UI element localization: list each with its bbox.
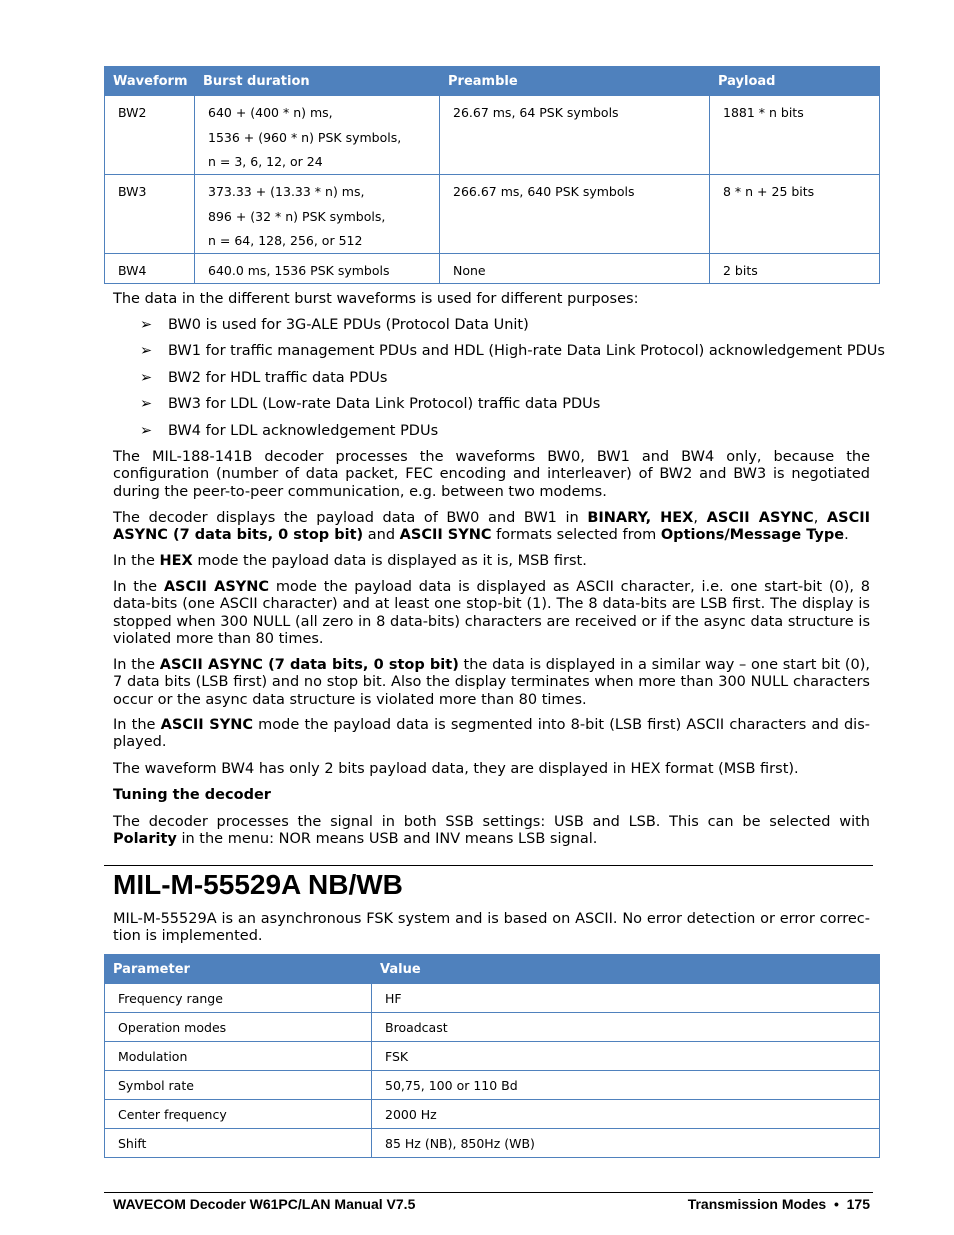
parameter-table <box>104 954 880 1158</box>
waveform-cell: BW4 <box>105 254 195 284</box>
list-item: ➢ BW0 is used for 3G-ALE PDUs (Protocol Data Unit) <box>140 317 529 333</box>
section-title: MIL-M-55529A NB/WB <box>113 869 403 900</box>
hex-mode-paragraph: In the HEX mode the payload data is displayed as it is, MSB first. <box>113 553 587 569</box>
arrow-bullet-icon: ➢ <box>140 370 153 386</box>
table-header-row <box>105 955 880 984</box>
bw4-paragraph: The waveform BW4 has only 2 bits payload data, they are displayed in HEX format (MSB first). <box>113 761 799 777</box>
table-header-row <box>105 67 880 96</box>
ascii-sync-paragraph: In the ASCII SYNC mode the payload data is segmented into 8-bit (LSB first) ASCII characters and dis-played. <box>113 717 870 751</box>
section-intro: MIL-M-55529A is an asynchronous FSK system and is based on ASCII. No error detection or error correc-tion is implemented. <box>113 911 870 945</box>
burst-duration-cell: 373.33 + (13.33 * n) ms, 896 + (32 * n) PSK symbols, n = 64, 128, 256, or 512 <box>195 175 440 254</box>
table-row <box>105 254 880 284</box>
table-row <box>105 1129 880 1158</box>
parameter-cell: Operation modes <box>105 1013 372 1042</box>
table-row <box>105 1013 880 1042</box>
preamble-cell: None <box>440 254 710 284</box>
footer-divider <box>104 1192 873 1193</box>
tuning-heading: Tuning the decoder <box>113 787 271 803</box>
table-row <box>105 96 880 175</box>
arrow-bullet-icon: ➢ <box>140 317 153 333</box>
footer-manual-title: WAVECOM Decoder W61PC/LAN Manual V7.5 <box>113 1196 416 1212</box>
table-row <box>105 1042 880 1071</box>
value-cell: 50,75, 100 or 110 Bd <box>372 1071 880 1100</box>
value-cell: FSK <box>372 1042 880 1071</box>
parameter-cell: Modulation <box>105 1042 372 1071</box>
ascii-async-paragraph: In the ASCII ASYNC mode the payload data is displayed as ASCII character, i.e. one start-bit (0), 8 data-bits (one ASCII character) and at least one stop-bit (1). The 8 data-bits are LSB first. The display is stopped when 300 NULL (all zero in 8 data-bits) characters are received or if the async data structure is violated more than 80 times. <box>113 579 870 647</box>
arrow-bullet-icon: ➢ <box>140 423 153 439</box>
arrow-bullet-icon: ➢ <box>140 396 153 412</box>
mil188-paragraph: The MIL-188-141B decoder processes the waveforms BW0, BW1 and BW4 only, because the configuration (number of data packet, FEC encoding and interleaver) of BW2 and BW3 is negotiated during the peer-to-peer communication, e.g. between two modems. <box>113 449 870 500</box>
table-row <box>105 1100 880 1129</box>
payload-cell: 8 * n + 25 bits <box>710 175 880 254</box>
column-header: Payload <box>710 67 880 96</box>
burst-waveform-table <box>104 66 880 284</box>
list-item: ➢ BW1 for traffic management PDUs and HDL (High-rate Data Link Protocol) acknowledgement PDUs <box>140 343 885 359</box>
table-row <box>105 1071 880 1100</box>
parameter-cell: Shift <box>105 1129 372 1158</box>
table-row <box>105 175 880 254</box>
list-item: ➢ BW4 for LDL acknowledgement PDUs <box>140 423 439 439</box>
column-header: Value <box>372 955 880 984</box>
payload-cell: 2 bits <box>710 254 880 284</box>
value-cell: 85 Hz (NB), 850Hz (WB) <box>372 1129 880 1158</box>
ascii-async-7bit-paragraph: In the ASCII ASYNC (7 data bits, 0 stop bit) the data is displayed in a similar way – one start bit (0), 7 data bits (LSB first) and no stop bit. Also the display terminates when more than 300 NULL characters occur or the async data structure is violated more than 80 times. <box>113 657 871 708</box>
preamble-cell: 26.67 ms, 64 PSK symbols <box>440 96 710 175</box>
parameter-cell: Frequency range <box>105 984 372 1013</box>
preamble-cell: 266.67 ms, 640 PSK symbols <box>440 175 710 254</box>
tuning-paragraph: The decoder processes the signal in both SSB settings: USB and LSB. This can be selected with Polarity in the menu: NOR means USB and INV means LSB signal. <box>113 814 870 848</box>
table-row <box>105 984 880 1013</box>
section-divider <box>104 865 873 866</box>
parameter-cell: Center frequency <box>105 1100 372 1129</box>
intro-paragraph: The data in the different burst waveforms is used for different purposes: <box>113 291 639 307</box>
value-cell: HF <box>372 984 880 1013</box>
footer-bullet: • <box>833 1196 839 1212</box>
value-cell: Broadcast <box>372 1013 880 1042</box>
column-header: Parameter <box>105 955 372 984</box>
waveform-cell: BW3 <box>105 175 195 254</box>
list-item: ➢ BW2 for HDL traffic data PDUs <box>140 370 388 386</box>
arrow-bullet-icon: ➢ <box>140 343 153 359</box>
column-header: Burst duration <box>195 67 440 96</box>
column-header: Preamble <box>440 67 710 96</box>
parameter-cell: Symbol rate <box>105 1071 372 1100</box>
list-item: ➢ BW3 for LDL (Low-rate Data Link Protocol) traffic data PDUs <box>140 396 601 412</box>
burst-duration-cell: 640.0 ms, 1536 PSK symbols <box>195 254 440 284</box>
burst-duration-cell: 640 + (400 * n) ms, 1536 + (960 * n) PSK symbols, n = 3, 6, 12, or 24 <box>195 96 440 175</box>
display-formats-paragraph: The decoder displays the payload data of BW0 and BW1 in BINARY, HEX, ASCII ASYNC, ASCII ASYNC (7 data bits, 0 stop bit) and ASCII SYNC formats selected from Options/Message Type. <box>113 510 871 544</box>
page-number: 175 <box>846 1196 870 1212</box>
footer-page-info: Transmission Modes • 175 <box>687 1196 870 1212</box>
waveform-cell: BW2 <box>105 96 195 175</box>
payload-cell: 1881 * n bits <box>710 96 880 175</box>
value-cell: 2000 Hz <box>372 1100 880 1129</box>
column-header: Waveform <box>105 67 195 96</box>
